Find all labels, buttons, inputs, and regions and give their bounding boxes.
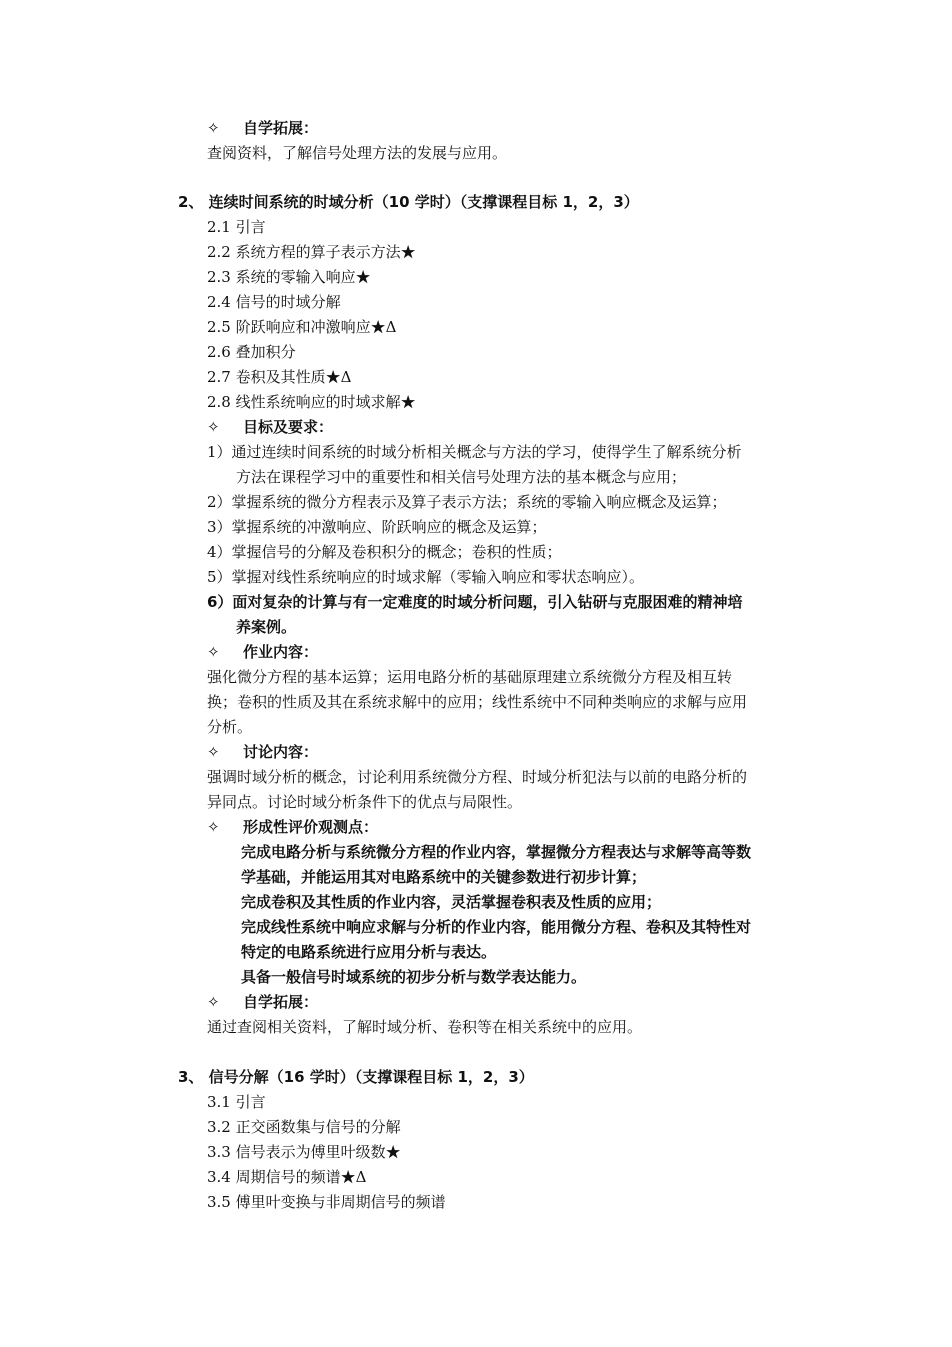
goal-item: 2）掌握系统的微分方程表示及算子表示方法；系统的零输入响应概念及运算；: [207, 493, 727, 511]
goal-item: 5）掌握对线性系统响应的时域求解（零输入响应和零状态响应）。: [207, 568, 645, 586]
goal-item: 1）通过连续时间系统的时域分析相关概念与方法的学习，使得学生了解系统分析: [207, 443, 742, 461]
s2-item: 2.8 线性系统响应的时域求解★: [207, 393, 416, 411]
evaluation-line: 完成线性系统中响应求解与分析的作业内容，能用微分方程、卷积及其特性对: [241, 918, 752, 936]
s3-item: 3.5 傅里叶变换与非周期信号的频谱: [207, 1193, 446, 1211]
s2-item: 2.5 阶跃响应和冲激响应★Δ: [207, 318, 397, 336]
s2-item: 2.1 引言: [207, 218, 266, 236]
goal-item: 4）掌握信号的分解及卷积积分的概念；卷积的性质；: [207, 543, 562, 561]
diamond-bullet-icon: ✧: [207, 818, 220, 836]
diamond-bullet-icon: ✧: [207, 418, 220, 436]
evaluation-line: 特定的电路系统进行应用分析与表达。: [241, 943, 497, 961]
diamond-bullet-icon: ✧: [207, 743, 220, 761]
s3-item: 3.2 正交函数集与信号的分解: [207, 1118, 401, 1136]
evaluation-line: 完成卷积及其性质的作业内容，灵活掌握卷积表及性质的应用；: [241, 893, 662, 911]
discussion-line: 异同点。讨论时域分析条件下的优点与局限性。: [207, 793, 523, 811]
diamond-bullet-icon: ✧: [207, 993, 220, 1011]
self-study-text-2: 通过查阅相关资料，了解时域分析、卷积等在相关系统中的应用。: [207, 1018, 643, 1036]
evaluation-line: 具备一般信号时域系统的初步分析与数学表达能力。: [241, 968, 587, 986]
goal-item: 养案例。: [236, 618, 297, 636]
s3-item: 3.4 周期信号的频谱★Δ: [207, 1168, 367, 1186]
discussion-line: 强调时域分析的概念，讨论利用系统微分方程、时域分析犯法与以前的电路分析的: [207, 768, 748, 786]
s2-item: 2.6 叠加积分: [207, 343, 296, 361]
section-2-title: 2、 连续时间系统的时域分析（10 学时）（支撑课程目标 1，2，3）: [178, 193, 639, 211]
s2-item: 2.3 系统的零输入响应★: [207, 268, 371, 286]
s2-item: 2.2 系统方程的算子表示方法★: [207, 243, 416, 261]
s2-item: 2.7 卷积及其性质★Δ: [207, 368, 352, 386]
self-study-text: 查阅资料，了解信号处理方法的发展与应用。: [207, 144, 508, 162]
homework-line: 强化微分方程的基本运算；运用电路分析的基础原理建立系统微分方程及相互转: [207, 668, 733, 686]
s3-item: 3.1 引言: [207, 1093, 266, 1111]
goal-item: 3）掌握系统的冲激响应、阶跃响应的概念及运算；: [207, 518, 547, 536]
diamond-bullet-icon: ✧: [207, 643, 220, 661]
goal-item: 方法在课程学习中的重要性和相关信号处理方法的基本概念与应用；: [236, 468, 687, 486]
section-3-title: 3、 信号分解（16 学时）（支撑课程目标 1，2，3）: [178, 1068, 534, 1086]
s2-item: 2.4 信号的时域分解: [207, 293, 341, 311]
homework-line: 分析。: [207, 718, 253, 736]
s3-item: 3.3 信号表示为傅里叶级数★: [207, 1143, 401, 1161]
evaluation-line: 学基础，并能运用其对电路系统中的关键参数进行初步计算；: [241, 868, 647, 886]
evaluation-line: 完成电路分析与系统微分方程的作业内容，掌握微分方程表达与求解等高等数: [241, 843, 752, 861]
diamond-bullet-icon: ✧: [207, 119, 220, 137]
homework-line: 换；卷积的性质及其在系统求解中的应用；线性系统中不同种类响应的求解与应用: [207, 693, 748, 711]
goal-item: 6）面对复杂的计算与有一定难度的时域分析问题，引入钻研与克服困难的精神培: [207, 593, 743, 611]
document-page: ✧ 自学拓展： 查阅资料，了解信号处理方法的发展与应用。 2、 连续时间系统的时域分析（10 学时）（支撑课程目标 1，2，3） 2.1 引言 2.2 系统方程的算子表示方法★ 2.3 系统的零输入响应★ 2.4 信号的时域分解 2.5 阶跃响应和冲激响应★Δ 2.6 叠加积分 2.7 卷积及其性质★Δ 2.8 线性系统响应的时域求解★ ✧ 目标及要求： 1）通过连续时间系统的时域分析相关概念与方法的学习，使得学生了解系统分析 方法在课程学习中的重要性和相关信号处理方法的基本概念与应用； 2）掌握系统的微分方程表示及算子表示方法；系统的零输入响应概念及运算； 3）掌握系统的冲激响应、阶跃响应的概念及运算； 4）掌握信号的分解及卷积积分的概念；卷积的性质； 5）掌握对线性系统响应的时域求解（零输入响应和零状态响应）。 6）面对复杂的计算与有一定难度的时域分析问题，引入钻研与克服困难的精神培 养案例。 ✧ 作业内容： 强化微分方程的基本运算；运用电路分析的基础原理建立系统微分方程及相互转 换；卷积的性质及其在系统求解中的应用；线性系统中不同种类响应的求解与应用 分析。 ✧ 讨论内容： 强调时域分析的概念，讨论利用系统微分方程、时域分析犯法与以前的电路分析的 异同点。讨论时域分析条件下的优点与局限性。 ✧ 形成性评价观测点： 完成电路分析与系统微分方程的作业内容，掌握微分方程表达与求解等高等数 学基础，并能运用其对电路系统中的关键参数进行初步计算； 完成卷积及其性质的作业内容，灵活掌握卷积表及性质的应用； 完成线性系统中响应求解与分析的作业内容，能用微分方程、卷积及其特性对 特定的电路系统进行应用分析与表达。 具备一般信号时域系统的初步分析与数学表达能力。 ✧ 自学拓展： 通过查阅相关资料，了解时域分析、卷积等在相关系统中的应用。 3、 信号分解（16 学时）（支撑课程目标 1，2，3） 3.1 引言 3.2 正交函数集与信号的分解 3.3 信号表示为傅里叶级数★ 3.4 周期信号的频谱★Δ 3.5 傅里叶变换与非周期信号的频谱: [0, 0, 952, 1347]
